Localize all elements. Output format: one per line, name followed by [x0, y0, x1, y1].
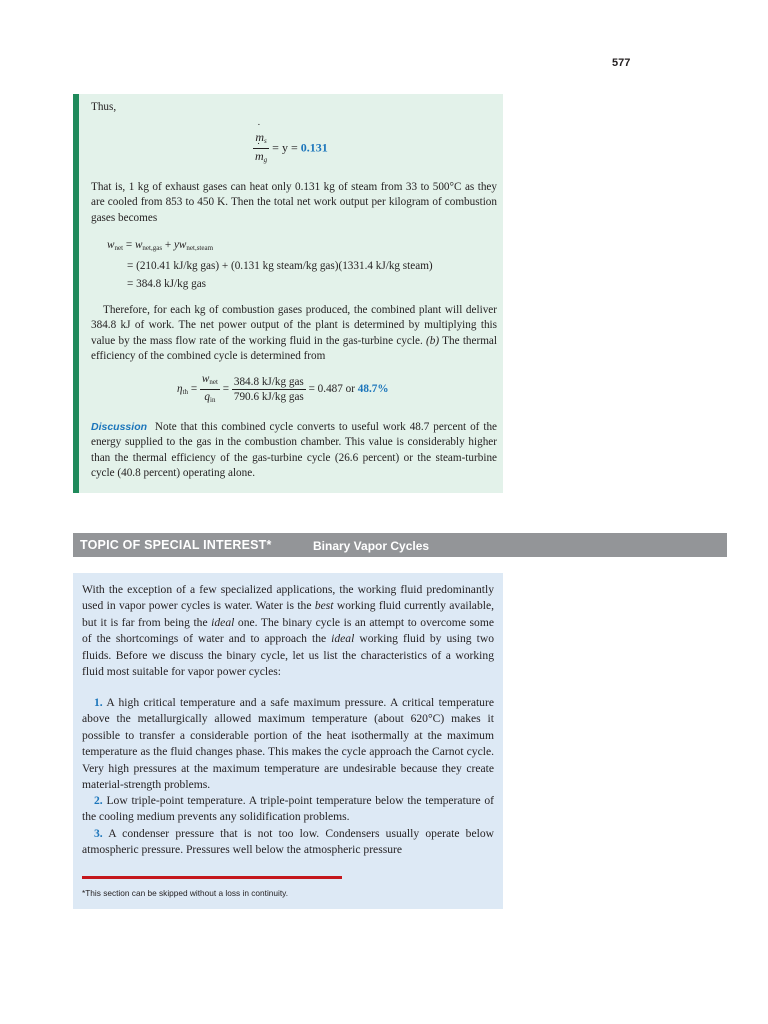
topic-banner [73, 533, 727, 557]
efficiency-fraction-numeric: $\frac{\text{384.8 kJ/kg gas}}{\text{790.6 kJ/kg gas}}$ [233, 376, 304, 403]
paragraph-exhaust: That is, 1 kg of exhaust gases can heat only 0.131 kg of steam from 33 to 500°C as they are cooled from 853 to 450 K. Then the total net work output per kilogram of combustion gases becomes [91, 181, 497, 224]
paragraph-combined-plant: Therefore, for each kg of combustion gases produced, the combined plant will deliver 384.8 kJ of work. The net power output of the plant is determined by multiplying this value by the mass flow rate of the working fluid in the gas-turbine cycle. (b) The thermal efficiency of the combined cycle is determined from [91, 304, 497, 363]
footnote-rule [82, 876, 342, 879]
ratio-value: 0.131 [300, 140, 328, 155]
topic-title: Binary Vapor Cycles [313, 539, 430, 553]
list-item: 1. A high critical temperature and a safe maximum pressure. A critical temperature above the metallurgically allowed maximum temperature (about 620°C) makes it possible to transfer a considerable portion of the heat isothermally at the maximum temperature as the fluid changes phase. This makes the cycle approach the Carnot cycle. Very high pressures at the maximum temperature are undesirable because they create material-strength problems. [82, 696, 494, 792]
mass-ratio-equation [253, 130, 328, 167]
list-item: 3. A condenser pressure that is not too low. Condensers usually operate below atmospheric pressure. Pressures well below the atmospheric pressure [82, 827, 494, 857]
discussion-label: Discussion [91, 421, 148, 433]
footnote: *This section can be skipped without a loss in continuity. [82, 888, 288, 898]
topic-content-box [73, 573, 503, 909]
list-item: 2. Low triple-point temperature. A triple-point temperature below the temperature of the cooling medium prevents any solidification problems. [82, 794, 494, 824]
discussion-paragraph: Discussion Note that this combined cycle converts to useful work 48.7 percent of the energy supplied to the gas in the combustion chamber. This value is considerably higher than the thermal efficiency of the gas-turbine cycle (26.6 percent) or the steam-turbine cycle (40.8 percent) operating alone. [91, 421, 498, 480]
efficiency-value: 48.7% [357, 383, 389, 396]
net-work-line-2: = (210.41 kJ/kg gas) + (0.131 kg steam/kg gas)(1331.4 kJ/kg steam) [127, 260, 433, 272]
topic-intro-paragraph: With the exception of a few specialized applications, the working fluid predominantly used in vapor power cycles is water. Water is the best working fluid currently available, but it is far from being the ideal one. The binary cycle is an attempt to overcome some of the shortcomings of water and to approach the ideal working fluid by using two fluids. Before we discuss the binary cycle, let us list the characteristics of a working fluid most suitable for vapor power cycles: [82, 583, 495, 679]
net-work-line-3: = 384.8 kJ/kg gas [127, 278, 207, 290]
thus-text: Thus, [91, 101, 117, 113]
thermal-efficiency-equation: $\eta_{th}$ = $\frac{w_{net}}{q_{in}}$ = $\frac{\text{384.8 kJ/kg gas}}{\text{790.6 kJ/kg gas}}$ = 0.487 or 48.7% [177, 372, 389, 407]
topic-label: TOPIC OF SPECIAL INTEREST* [80, 538, 272, 552]
page-number: 577 [612, 57, 631, 69]
ratio-rhs: = y = [272, 140, 298, 155]
net-work-line-1: $w_{net} = w_{net,gas} + yw_{net,steam}$ [107, 239, 214, 252]
mass-ratio-fraction: ˙ $m_s$ ˙ $m_g$ [253, 130, 269, 167]
example-solution-box [73, 94, 503, 493]
efficiency-fraction-symbolic: $\frac{w_{net}}{q_{in}}$ [201, 373, 218, 404]
net-work-equation [107, 236, 433, 293]
